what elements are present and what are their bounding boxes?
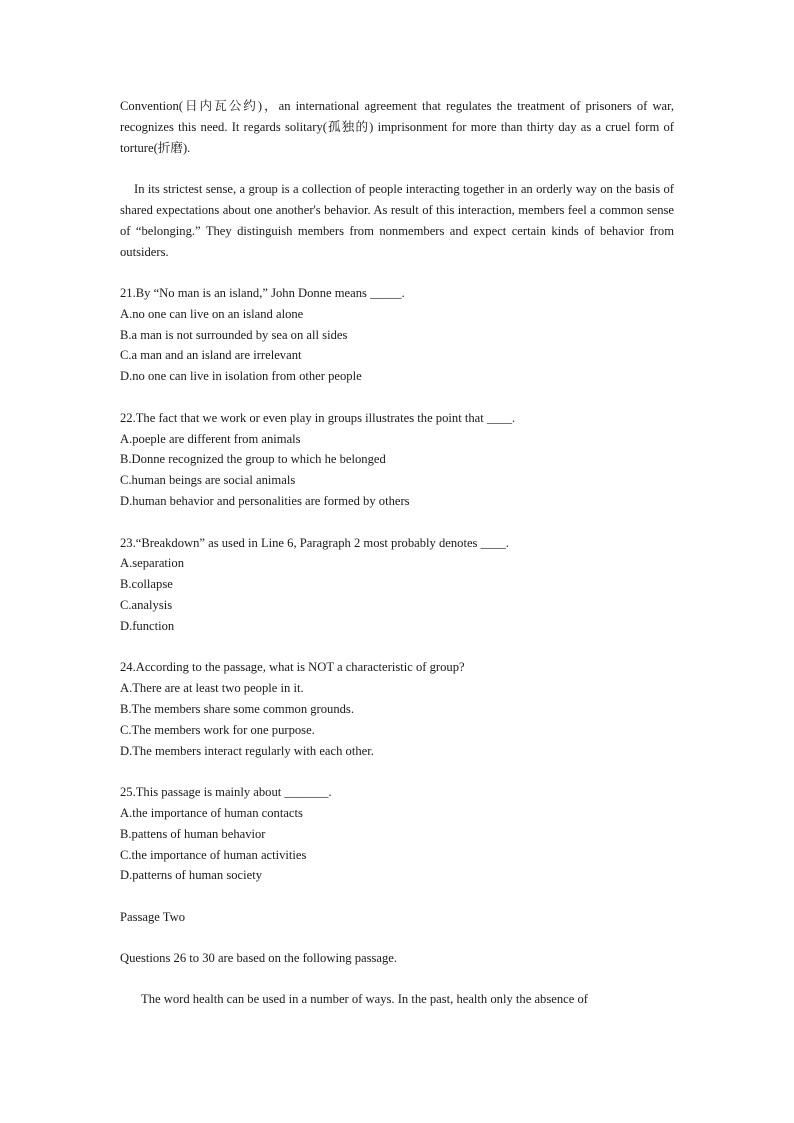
question-21 <box>120 283 674 387</box>
option-d: D.patterns of human society <box>120 868 262 883</box>
question-23 <box>120 533 674 637</box>
paragraph-group-definition: In its strictest sense, a group is a collection of people interacting together in an orderly way on the basis of shared expectations about one another's behavior. As result of this interaction, members feel a common sense of “belonging.” They distinguish members from nonmembers and expect certain kinds of behavior from outsiders. <box>120 182 674 259</box>
document-page <box>120 96 674 1010</box>
option-d: D.human behavior and personalities are formed by others <box>120 493 410 508</box>
question-stem: 23.“Breakdown” as used in Line 6, Paragraph 2 most probably denotes ____. <box>120 535 509 550</box>
question-25 <box>120 782 674 886</box>
option-a: A.poeple are different from animals <box>120 431 301 446</box>
question-stem: 22.The fact that we work or even play in groups illustrates the point that ____. <box>120 410 516 425</box>
question-stem: 25.This passage is mainly about _______. <box>120 785 332 800</box>
option-a: A.There are at least two people in it. <box>120 681 304 696</box>
option-a: A.no one can live on an island alone <box>120 306 304 321</box>
question-22 <box>120 408 674 512</box>
question-stem: 24.According to the passage, what is NOT a characteristic of group? <box>120 660 465 675</box>
option-a: A.separation <box>120 556 184 571</box>
option-d: D.The members interact regularly with each other. <box>120 743 374 758</box>
option-b: B.The members share some common grounds. <box>120 701 354 716</box>
option-b: B.Donne recognized the group to which he belonged <box>120 452 386 467</box>
passage-heading: Passage Two <box>120 909 185 924</box>
option-b: B.a man is not surrounded by sea on all sides <box>120 327 348 342</box>
option-c: C.human beings are social animals <box>120 473 296 488</box>
option-c: C.the importance of human activities <box>120 847 307 862</box>
question-24 <box>120 657 674 761</box>
paragraph-convention: Convention(日内瓦公约)，an international agreement that regulates the treatment of prisoners of war, recognizes this need. It regards solitary(孤独的) imprisonment for more than thirty day as a cruel form of torture(折磨). <box>120 99 674 155</box>
option-c: C.The members work for one purpose. <box>120 722 315 737</box>
option-c: C.a man and an island are irrelevant <box>120 348 302 363</box>
option-b: B.pattens of human behavior <box>120 826 266 841</box>
option-b: B.collapse <box>120 577 173 592</box>
passage-two-first-line: The word health can be used in a number of ways. In the past, health only the absence of <box>141 991 588 1006</box>
option-d: D.no one can live in isolation from other people <box>120 369 362 384</box>
passage-intro: Questions 26 to 30 are based on the following passage. <box>120 950 398 965</box>
question-stem: 21.By “No man is an island,” John Donne means _____. <box>120 286 405 300</box>
option-d: D.function <box>120 618 175 633</box>
option-a: A.the importance of human contacts <box>120 805 303 820</box>
option-c: C.analysis <box>120 597 173 612</box>
